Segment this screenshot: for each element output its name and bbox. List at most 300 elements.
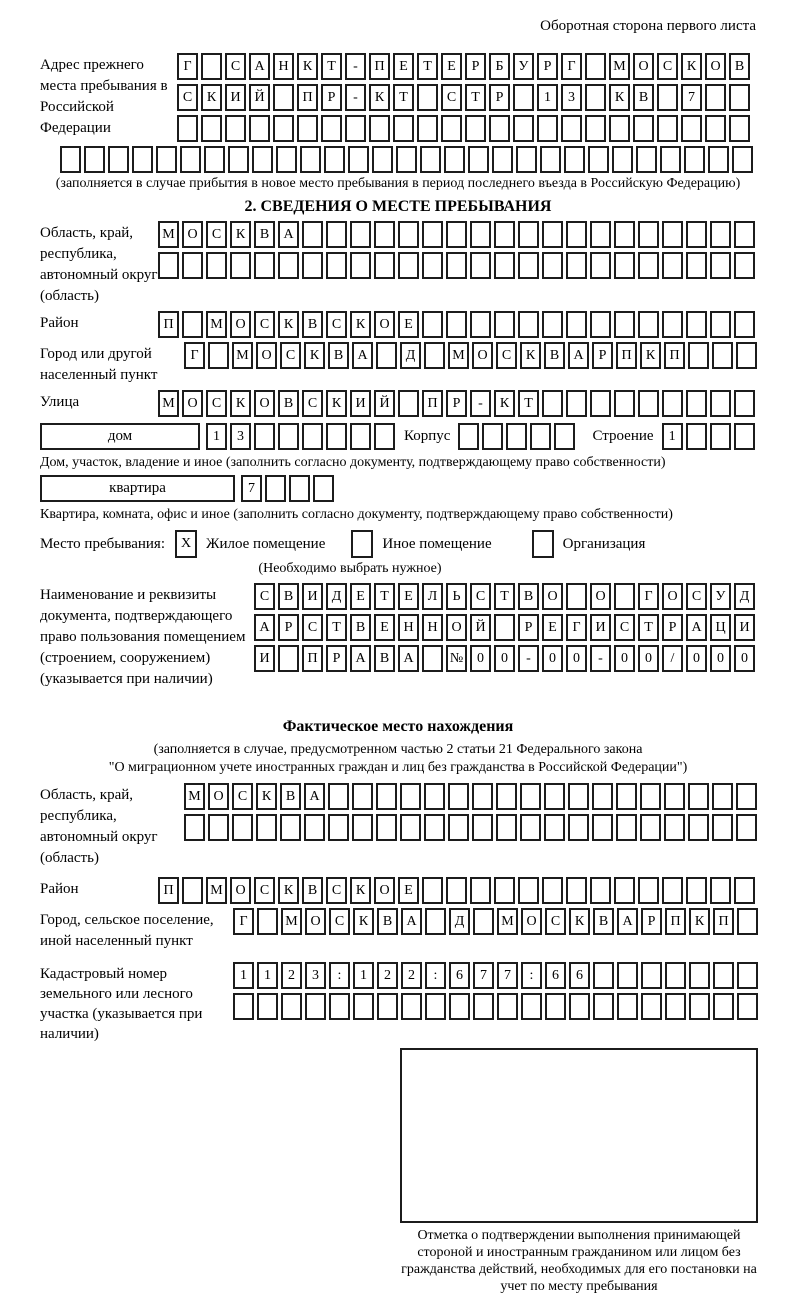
char-cell[interactable]	[470, 311, 491, 338]
char-cell[interactable]	[420, 146, 441, 173]
char-cell[interactable]: П	[297, 84, 318, 111]
char-cell[interactable]: В	[302, 877, 323, 904]
char-cell[interactable]: 0	[710, 645, 731, 672]
char-cell[interactable]	[233, 993, 254, 1020]
char-cell[interactable]	[449, 993, 470, 1020]
char-cell[interactable]: И	[590, 614, 611, 641]
char-cell[interactable]	[614, 221, 635, 248]
char-cell[interactable]: Й	[374, 390, 395, 417]
char-cell[interactable]	[545, 993, 566, 1020]
char-cell[interactable]: В	[278, 583, 299, 610]
char-cell[interactable]: Т	[518, 390, 539, 417]
char-cell[interactable]	[737, 962, 758, 989]
char-cell[interactable]	[345, 115, 366, 142]
char-cell[interactable]: О	[633, 53, 654, 80]
char-cell[interactable]	[350, 423, 371, 450]
char-cell[interactable]	[736, 814, 757, 841]
char-cell[interactable]	[265, 475, 286, 502]
char-cell[interactable]: К	[609, 84, 630, 111]
char-cell[interactable]	[530, 423, 551, 450]
char-cell[interactable]	[585, 53, 606, 80]
char-cell[interactable]: О	[182, 390, 203, 417]
char-cell[interactable]	[494, 877, 515, 904]
char-cell[interactable]: Т	[321, 53, 342, 80]
char-cell[interactable]: В	[254, 221, 275, 248]
char-cell[interactable]: В	[302, 311, 323, 338]
char-cell[interactable]	[688, 814, 709, 841]
char-cell[interactable]	[520, 814, 541, 841]
char-cell[interactable]: Р	[537, 53, 558, 80]
char-cell[interactable]	[256, 814, 277, 841]
char-cell[interactable]: О	[254, 390, 275, 417]
char-cell[interactable]: А	[278, 221, 299, 248]
char-cell[interactable]	[446, 877, 467, 904]
char-cell[interactable]: Й	[470, 614, 491, 641]
char-cell[interactable]	[705, 115, 726, 142]
char-cell[interactable]	[352, 783, 373, 810]
char-cell[interactable]: Н	[422, 614, 443, 641]
char-cell[interactable]: Р	[592, 342, 613, 369]
char-cell[interactable]: А	[398, 645, 419, 672]
char-cell[interactable]: Г	[638, 583, 659, 610]
char-cell[interactable]	[273, 84, 294, 111]
char-cell[interactable]: М	[206, 877, 227, 904]
char-cell[interactable]: Р	[465, 53, 486, 80]
char-cell[interactable]	[398, 252, 419, 279]
char-cell[interactable]	[257, 908, 278, 935]
char-cell[interactable]: Ь	[446, 583, 467, 610]
char-cell[interactable]	[353, 993, 374, 1020]
char-cell[interactable]	[737, 993, 758, 1020]
char-cell[interactable]	[660, 146, 681, 173]
char-cell[interactable]: Е	[398, 583, 419, 610]
char-cell[interactable]	[177, 115, 198, 142]
char-cell[interactable]: П	[302, 645, 323, 672]
char-cell[interactable]	[425, 993, 446, 1020]
char-cell[interactable]	[182, 311, 203, 338]
char-cell[interactable]	[230, 252, 251, 279]
char-cell[interactable]	[424, 814, 445, 841]
char-cell[interactable]	[566, 390, 587, 417]
char-cell[interactable]: А	[617, 908, 638, 935]
char-cell[interactable]	[108, 146, 129, 173]
char-cell[interactable]: С	[254, 877, 275, 904]
char-cell[interactable]: П	[158, 311, 179, 338]
char-cell[interactable]: С	[232, 783, 253, 810]
char-cell[interactable]: Т	[326, 614, 347, 641]
char-cell[interactable]	[710, 877, 731, 904]
checkbox-inoe[interactable]	[351, 530, 373, 558]
char-cell[interactable]: П	[369, 53, 390, 80]
char-cell[interactable]	[569, 993, 590, 1020]
char-cell[interactable]: 1	[257, 962, 278, 989]
char-cell[interactable]	[422, 221, 443, 248]
char-cell[interactable]: М	[158, 390, 179, 417]
char-cell[interactable]	[281, 993, 302, 1020]
char-cell[interactable]	[84, 146, 105, 173]
char-cell[interactable]	[612, 146, 633, 173]
char-cell[interactable]	[710, 221, 731, 248]
char-cell[interactable]	[516, 146, 537, 173]
char-cell[interactable]: В	[328, 342, 349, 369]
char-cell[interactable]: :	[425, 962, 446, 989]
char-cell[interactable]	[616, 814, 637, 841]
char-cell[interactable]	[208, 814, 229, 841]
char-cell[interactable]	[617, 993, 638, 1020]
char-cell[interactable]: О	[472, 342, 493, 369]
char-cell[interactable]	[729, 84, 750, 111]
char-cell[interactable]	[228, 146, 249, 173]
char-cell[interactable]	[513, 84, 534, 111]
char-cell[interactable]	[329, 993, 350, 1020]
char-cell[interactable]: 0	[734, 645, 755, 672]
char-cell[interactable]: К	[230, 390, 251, 417]
char-cell[interactable]: М	[232, 342, 253, 369]
char-cell[interactable]	[393, 115, 414, 142]
char-cell[interactable]: 6	[569, 962, 590, 989]
char-cell[interactable]	[278, 252, 299, 279]
char-cell[interactable]: А	[568, 342, 589, 369]
char-cell[interactable]	[470, 221, 491, 248]
char-cell[interactable]	[448, 783, 469, 810]
char-cell[interactable]: -	[470, 390, 491, 417]
char-cell[interactable]	[614, 390, 635, 417]
char-cell[interactable]: Н	[273, 53, 294, 80]
char-cell[interactable]: О	[542, 583, 563, 610]
char-cell[interactable]: И	[302, 583, 323, 610]
char-cell[interactable]	[489, 115, 510, 142]
char-cell[interactable]	[542, 877, 563, 904]
char-cell[interactable]: Й	[249, 84, 270, 111]
char-cell[interactable]	[304, 814, 325, 841]
char-cell[interactable]	[638, 390, 659, 417]
char-cell[interactable]	[156, 146, 177, 173]
char-cell[interactable]: 7	[241, 475, 262, 502]
char-cell[interactable]: П	[664, 342, 685, 369]
char-cell[interactable]: С	[496, 342, 517, 369]
char-cell[interactable]	[737, 908, 758, 935]
char-cell[interactable]	[686, 311, 707, 338]
char-cell[interactable]: К	[297, 53, 318, 80]
char-cell[interactable]	[681, 115, 702, 142]
char-cell[interactable]: В	[633, 84, 654, 111]
char-cell[interactable]: К	[230, 221, 251, 248]
char-cell[interactable]	[470, 252, 491, 279]
char-cell[interactable]: О	[374, 877, 395, 904]
char-cell[interactable]: 2	[377, 962, 398, 989]
char-cell[interactable]	[590, 311, 611, 338]
char-cell[interactable]	[280, 814, 301, 841]
char-cell[interactable]	[398, 221, 419, 248]
char-cell[interactable]: Т	[417, 53, 438, 80]
char-cell[interactable]	[537, 115, 558, 142]
checkbox-organizatsiya[interactable]	[532, 530, 554, 558]
char-cell[interactable]	[734, 221, 755, 248]
char-cell[interactable]	[492, 146, 513, 173]
char-cell[interactable]: 1	[662, 423, 683, 450]
char-cell[interactable]	[482, 423, 503, 450]
char-cell[interactable]: А	[686, 614, 707, 641]
char-cell[interactable]: :	[329, 962, 350, 989]
char-cell[interactable]: /	[662, 645, 683, 672]
char-cell[interactable]	[662, 311, 683, 338]
char-cell[interactable]: В	[374, 645, 395, 672]
char-cell[interactable]	[736, 783, 757, 810]
char-cell[interactable]: Д	[400, 342, 421, 369]
char-cell[interactable]	[225, 115, 246, 142]
char-cell[interactable]	[736, 342, 757, 369]
char-cell[interactable]	[734, 877, 755, 904]
char-cell[interactable]	[422, 645, 443, 672]
char-cell[interactable]: Е	[350, 583, 371, 610]
char-cell[interactable]	[712, 814, 733, 841]
char-cell[interactable]	[446, 252, 467, 279]
char-cell[interactable]: К	[304, 342, 325, 369]
char-cell[interactable]	[302, 423, 323, 450]
char-cell[interactable]: И	[350, 390, 371, 417]
char-cell[interactable]: И	[225, 84, 246, 111]
char-cell[interactable]	[638, 252, 659, 279]
char-cell[interactable]	[444, 146, 465, 173]
char-cell[interactable]	[326, 423, 347, 450]
char-cell[interactable]	[662, 221, 683, 248]
char-cell[interactable]	[372, 146, 393, 173]
char-cell[interactable]: С	[254, 583, 275, 610]
char-cell[interactable]	[496, 814, 517, 841]
char-cell[interactable]: С	[254, 311, 275, 338]
char-cell[interactable]	[636, 146, 657, 173]
char-cell[interactable]	[422, 877, 443, 904]
char-cell[interactable]	[204, 146, 225, 173]
char-cell[interactable]	[321, 115, 342, 142]
char-cell[interactable]	[617, 962, 638, 989]
char-cell[interactable]: :	[521, 962, 542, 989]
char-cell[interactable]: К	[350, 311, 371, 338]
char-cell[interactable]	[276, 146, 297, 173]
char-cell[interactable]	[249, 115, 270, 142]
char-cell[interactable]	[180, 146, 201, 173]
char-cell[interactable]: 3	[230, 423, 251, 450]
char-cell[interactable]	[374, 423, 395, 450]
char-cell[interactable]	[400, 783, 421, 810]
char-cell[interactable]: О	[446, 614, 467, 641]
char-cell[interactable]	[424, 342, 445, 369]
char-cell[interactable]	[590, 877, 611, 904]
char-cell[interactable]: -	[590, 645, 611, 672]
char-cell[interactable]: К	[326, 390, 347, 417]
char-cell[interactable]	[518, 221, 539, 248]
char-cell[interactable]: 0	[686, 645, 707, 672]
char-cell[interactable]	[568, 783, 589, 810]
char-cell[interactable]	[396, 146, 417, 173]
char-cell[interactable]: М	[281, 908, 302, 935]
char-cell[interactable]: В	[377, 908, 398, 935]
char-cell[interactable]	[513, 115, 534, 142]
char-cell[interactable]: О	[208, 783, 229, 810]
char-cell[interactable]	[472, 814, 493, 841]
char-cell[interactable]	[300, 146, 321, 173]
char-cell[interactable]	[376, 814, 397, 841]
char-cell[interactable]: И	[254, 645, 275, 672]
char-cell[interactable]	[254, 252, 275, 279]
char-cell[interactable]: М	[448, 342, 469, 369]
char-cell[interactable]	[593, 993, 614, 1020]
char-cell[interactable]	[686, 877, 707, 904]
char-cell[interactable]	[688, 783, 709, 810]
char-cell[interactable]	[297, 115, 318, 142]
char-cell[interactable]	[326, 252, 347, 279]
char-cell[interactable]	[302, 221, 323, 248]
char-cell[interactable]: О	[662, 583, 683, 610]
char-cell[interactable]	[465, 115, 486, 142]
char-cell[interactable]: Р	[662, 614, 683, 641]
char-cell[interactable]	[494, 221, 515, 248]
char-cell[interactable]: С	[225, 53, 246, 80]
char-cell[interactable]	[566, 311, 587, 338]
char-cell[interactable]	[350, 252, 371, 279]
char-cell[interactable]	[614, 877, 635, 904]
char-cell[interactable]: 0	[614, 645, 635, 672]
char-cell[interactable]: А	[249, 53, 270, 80]
char-cell[interactable]	[662, 877, 683, 904]
char-cell[interactable]: С	[302, 390, 323, 417]
char-cell[interactable]	[713, 993, 734, 1020]
char-cell[interactable]	[542, 221, 563, 248]
char-cell[interactable]: О	[230, 877, 251, 904]
char-cell[interactable]	[302, 252, 323, 279]
char-cell[interactable]	[208, 342, 229, 369]
char-cell[interactable]: Р	[641, 908, 662, 935]
char-cell[interactable]	[566, 877, 587, 904]
char-cell[interactable]: К	[350, 877, 371, 904]
char-cell[interactable]: Р	[518, 614, 539, 641]
char-cell[interactable]: 6	[545, 962, 566, 989]
char-cell[interactable]	[506, 423, 527, 450]
char-cell[interactable]: Т	[374, 583, 395, 610]
char-cell[interactable]: Р	[278, 614, 299, 641]
char-cell[interactable]	[566, 252, 587, 279]
char-cell[interactable]: О	[182, 221, 203, 248]
char-cell[interactable]: А	[254, 614, 275, 641]
char-cell[interactable]	[542, 252, 563, 279]
char-cell[interactable]: 1	[233, 962, 254, 989]
char-cell[interactable]: С	[206, 221, 227, 248]
char-cell[interactable]	[664, 783, 685, 810]
char-cell[interactable]: С	[657, 53, 678, 80]
char-cell[interactable]: Д	[734, 583, 755, 610]
char-cell[interactable]: 3	[305, 962, 326, 989]
char-cell[interactable]: 2	[281, 962, 302, 989]
char-cell[interactable]: С	[326, 311, 347, 338]
char-cell[interactable]: О	[590, 583, 611, 610]
char-cell[interactable]	[710, 390, 731, 417]
char-cell[interactable]	[496, 783, 517, 810]
char-cell[interactable]: О	[705, 53, 726, 80]
char-cell[interactable]	[60, 146, 81, 173]
char-cell[interactable]	[638, 311, 659, 338]
char-cell[interactable]	[497, 993, 518, 1020]
char-cell[interactable]: К	[278, 877, 299, 904]
char-cell[interactable]	[686, 221, 707, 248]
char-cell[interactable]: В	[518, 583, 539, 610]
char-cell[interactable]: В	[544, 342, 565, 369]
char-cell[interactable]	[252, 146, 273, 173]
char-cell[interactable]	[662, 390, 683, 417]
char-cell[interactable]: С	[329, 908, 350, 935]
char-cell[interactable]	[734, 390, 755, 417]
char-cell[interactable]	[665, 962, 686, 989]
char-cell[interactable]: Г	[184, 342, 205, 369]
char-cell[interactable]	[734, 252, 755, 279]
char-cell[interactable]: М	[184, 783, 205, 810]
char-cell[interactable]	[729, 115, 750, 142]
char-cell[interactable]: С	[545, 908, 566, 935]
char-cell[interactable]: М	[497, 908, 518, 935]
char-cell[interactable]	[376, 342, 397, 369]
char-cell[interactable]: К	[369, 84, 390, 111]
char-cell[interactable]	[686, 252, 707, 279]
char-cell[interactable]	[348, 146, 369, 173]
char-cell[interactable]	[616, 783, 637, 810]
char-cell[interactable]	[132, 146, 153, 173]
char-cell[interactable]: -	[345, 84, 366, 111]
char-cell[interactable]	[665, 993, 686, 1020]
char-cell[interactable]	[441, 115, 462, 142]
char-cell[interactable]: М	[609, 53, 630, 80]
char-cell[interactable]	[473, 993, 494, 1020]
char-cell[interactable]	[712, 342, 733, 369]
char-cell[interactable]: О	[230, 311, 251, 338]
char-cell[interactable]: Р	[446, 390, 467, 417]
char-cell[interactable]: 2	[401, 962, 422, 989]
char-cell[interactable]: С	[177, 84, 198, 111]
char-cell[interactable]	[686, 390, 707, 417]
char-cell[interactable]: В	[729, 53, 750, 80]
char-cell[interactable]	[182, 877, 203, 904]
char-cell[interactable]	[494, 614, 515, 641]
char-cell[interactable]	[662, 252, 683, 279]
char-cell[interactable]	[561, 115, 582, 142]
checkbox-zhiloe[interactable]: X	[175, 530, 197, 558]
char-cell[interactable]	[369, 115, 390, 142]
char-cell[interactable]	[544, 814, 565, 841]
char-cell[interactable]: А	[304, 783, 325, 810]
char-cell[interactable]: Р	[326, 645, 347, 672]
char-cell[interactable]: -	[345, 53, 366, 80]
char-cell[interactable]	[609, 115, 630, 142]
char-cell[interactable]	[377, 993, 398, 1020]
char-cell[interactable]: К	[278, 311, 299, 338]
char-cell[interactable]	[657, 115, 678, 142]
char-cell[interactable]	[686, 423, 707, 450]
char-cell[interactable]	[542, 311, 563, 338]
char-cell[interactable]	[374, 221, 395, 248]
char-cell[interactable]	[592, 783, 613, 810]
char-cell[interactable]	[710, 252, 731, 279]
char-cell[interactable]: О	[521, 908, 542, 935]
char-cell[interactable]	[585, 84, 606, 111]
char-cell[interactable]	[184, 814, 205, 841]
char-cell[interactable]: Д	[449, 908, 470, 935]
char-cell[interactable]: П	[713, 908, 734, 935]
char-cell[interactable]	[592, 814, 613, 841]
char-cell[interactable]	[590, 221, 611, 248]
char-cell[interactable]	[590, 252, 611, 279]
char-cell[interactable]	[328, 814, 349, 841]
char-cell[interactable]: П	[616, 342, 637, 369]
char-cell[interactable]: О	[256, 342, 277, 369]
char-cell[interactable]: 0	[494, 645, 515, 672]
